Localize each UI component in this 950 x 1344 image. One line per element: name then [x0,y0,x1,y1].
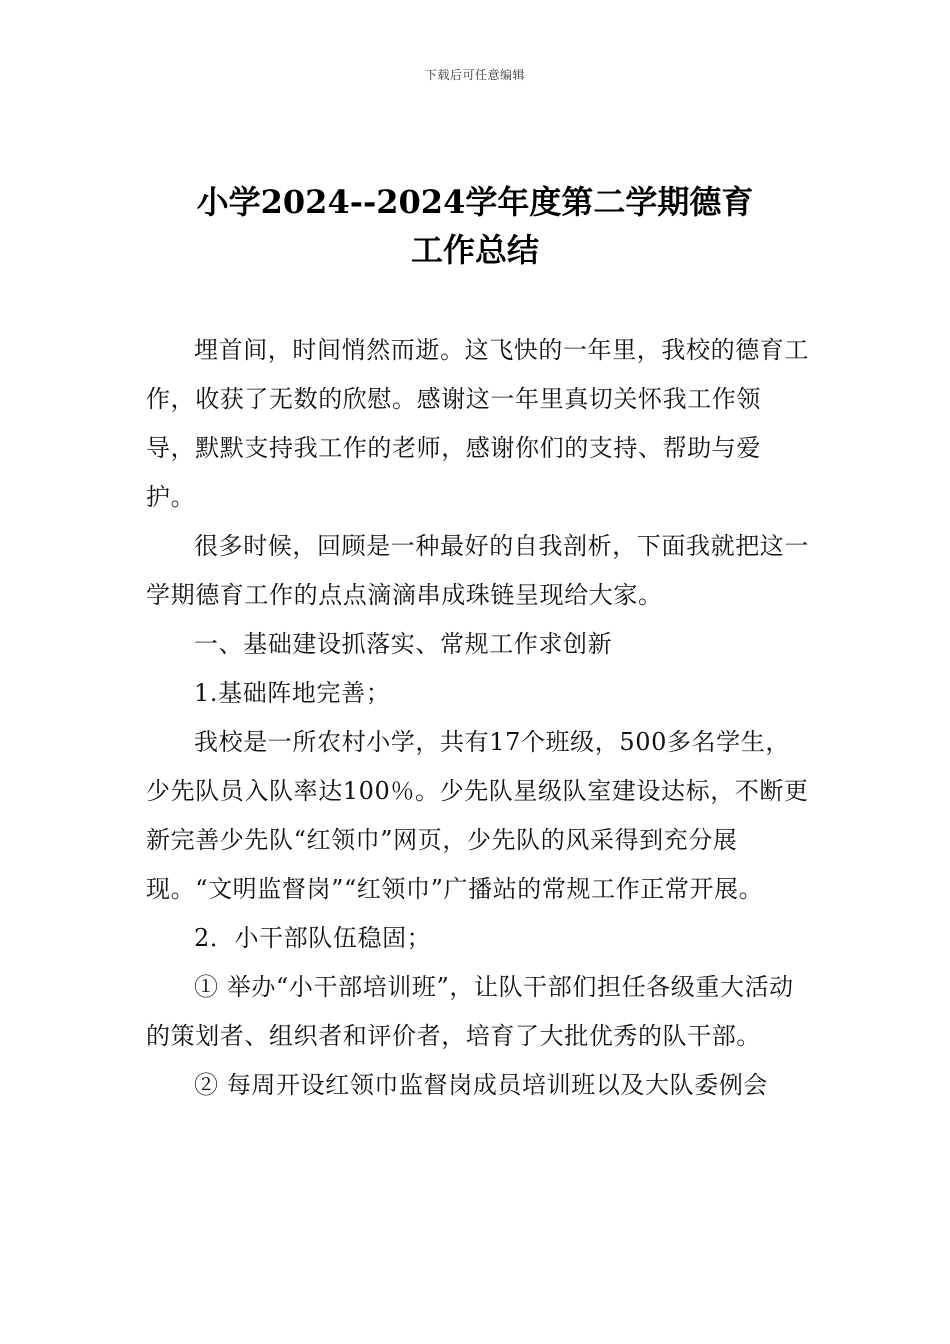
list-item: ② 每周开设红领巾监督岗成员培训班以及大队委例会 [194,1071,769,1099]
paragraph: 我校是一所农村小学，共有17个班级，500多名学生，少先队员入队率达100％。少先队星级队室建设达标，不断更新完善少先队“红领巾”网页，少先队的风采得到充分展现。“文明监督岗”“红领巾”广播站的常规工作正常开展。 [146,728,809,903]
document-body [146,326,810,1110]
title-line-2: 工作总结 [410,231,539,269]
subsection-heading: 2．小干部队伍稳固； [194,924,432,952]
title-line-1: 小学2024--2024学年度第二学期德育 [196,183,754,221]
paragraph: 埋首间，时间悄然而逝。这飞快的一年里，我校的德育工作，收获了无数的欣慰。感谢这一年里真切关怀我工作领导，默默支持我工作的老师，感谢你们的支持、帮助与爱护。 [146,336,809,511]
subsection-heading: 1.基础阵地完善； [194,679,391,707]
section-heading: 一、基础建设抓落实、常规工作求创新 [194,630,613,658]
paragraph: 很多时候，回顾是一种最好的自我剖析，下面我就把这一学期德育工作的点点滴滴串成珠链呈现给大家。 [146,532,809,609]
header-note: 下载后可任意编辑 [424,68,525,82]
list-item: ① 举办“小干部培训班”，让队干部们担任各级重大活动的策划者、组织者和评价者，培育了大批优秀的队干部。 [146,973,794,1050]
document-title [120,178,830,274]
